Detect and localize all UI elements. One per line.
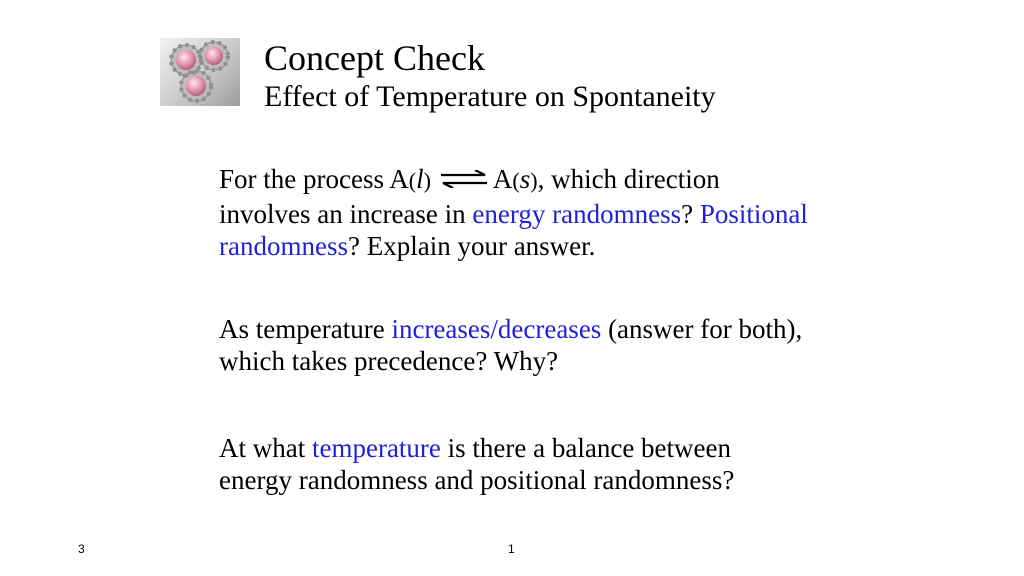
q1-paren-close-2: ) [530,168,538,193]
q2-text-1: As temperature [219,314,392,344]
q1-state-liquid: l [416,164,424,194]
q1-highlight-positional-randomness: Positional randomness [219,198,808,261]
q1-text-2: A [492,164,513,194]
equilibrium-arrows-icon [439,163,489,195]
q1-text-3: , which direction involves an increase in [219,164,720,229]
q2-highlight-increases-decreases: increases/decreases [391,314,602,344]
q1-paren-close-1: ) [423,168,431,193]
gears-icon [160,38,240,106]
question-process-direction [219,163,809,262]
q1-text-1: For the process A [219,164,409,194]
q1-text-5: ? Explain your answer. [347,230,596,261]
question-temperature-precedence [219,313,809,377]
slide-subtitle: Effect of Temperature on Spontaneity [264,80,716,113]
q3-text-2: is there a balance between energy randomness and positional randomness? [219,433,735,495]
q3-text-1: At what [219,433,312,463]
q2-text-2: (answer for both), which takes precedence? Why? [219,314,803,376]
page-number: 1 [508,542,515,556]
q1-paren-open-2: ( [512,168,520,193]
q1-text-4: ? [681,198,700,229]
q1-paren-open-1: ( [408,168,417,193]
q3-highlight-temperature: temperature [311,433,441,463]
q1-state-solid: s [519,164,531,194]
slide-number: 3 [78,542,85,556]
slide-title: Concept Check [264,38,485,78]
q1-highlight-energy-randomness: energy randomness [472,198,682,229]
question-balance-temperature [219,432,809,496]
